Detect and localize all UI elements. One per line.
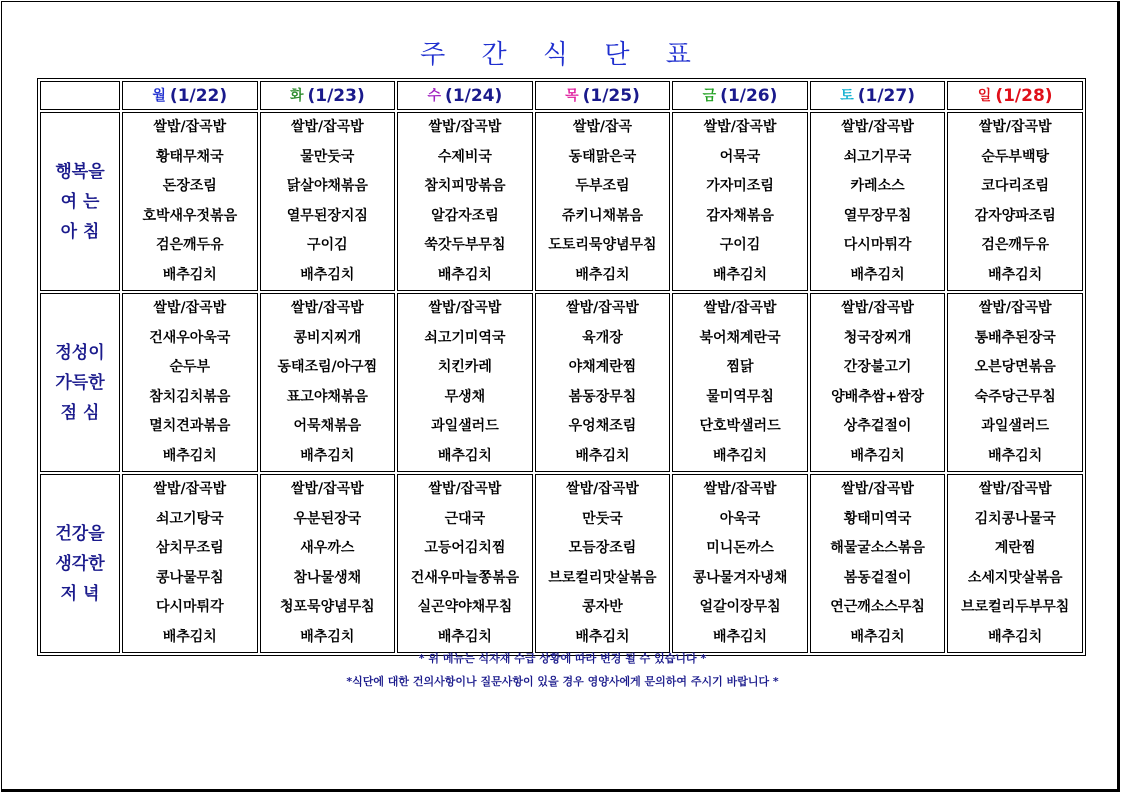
menu-item: 해물굴소스볶음 xyxy=(830,540,925,556)
day-header-sat xyxy=(810,81,946,110)
menu-item: 쌀밥/잡곡밥 xyxy=(153,119,227,135)
menu-item: 찜닭 xyxy=(726,359,754,375)
menu-cell xyxy=(260,112,396,291)
day-date: (1/23) xyxy=(307,86,365,106)
menu-item: 배추김치 xyxy=(162,447,217,464)
menu-item: 배추김치 xyxy=(850,266,905,283)
menu-item: 근대국 xyxy=(444,510,486,527)
meal-label-breakfast xyxy=(40,112,120,291)
menu-item: 동태맑은국 xyxy=(568,148,637,165)
menu-item: 배추김치 xyxy=(712,628,768,645)
menu-item: 쌀밥/잡곡 xyxy=(572,119,633,135)
menu-item: 배추김치 xyxy=(575,447,630,464)
day-header-sun xyxy=(947,81,1083,110)
menu-item: 쌀밥/잡곡밥 xyxy=(703,481,777,497)
menu-item: 양배추쌈+쌈장 xyxy=(831,388,925,405)
menu-item: 쌀밥/잡곡밥 xyxy=(841,481,914,497)
menu-item: 어묵채볶음 xyxy=(293,418,362,434)
menu-item: 과일샐러드 xyxy=(431,418,499,434)
menu-item: 참나물생채 xyxy=(293,569,362,586)
menu-item: 미니돈까스 xyxy=(706,540,774,556)
menu-cell xyxy=(672,474,808,653)
menu-item: 얼갈이장무침 xyxy=(699,599,781,615)
menu-item: 실곤약야채무침 xyxy=(417,599,513,615)
menu-item: 계란찜 xyxy=(994,540,1036,556)
menu-item: 검은깨두유 xyxy=(981,237,1049,253)
menu-item: 코다리조림 xyxy=(981,178,1049,194)
day-date: (1/22) xyxy=(169,86,228,106)
menu-item: 콩자반 xyxy=(582,599,623,615)
day-date: (1/25) xyxy=(582,86,640,106)
friday-icon: 금 xyxy=(702,88,717,104)
menu-item: 쑥갓두부무침 xyxy=(424,237,506,253)
menu-item: 배추김치 xyxy=(437,628,492,645)
menu-item: 만둣국 xyxy=(582,510,623,527)
menu-item: 쌀밥/잡곡밥 xyxy=(566,481,639,497)
menu-cell xyxy=(810,293,946,472)
notice-contact-dietitian: *식단에 대한 건의사항이나 질문사항이 있을 경우 영양사에게 문의하여 주시기 바랍니다 * xyxy=(346,675,779,688)
menu-item: 배추김치 xyxy=(575,266,630,283)
menu-item: 고등어김치찜 xyxy=(424,540,506,556)
menu-cell xyxy=(535,112,671,291)
day-header-wed xyxy=(397,81,533,110)
menu-item: 상추겉절이 xyxy=(843,418,912,434)
menu-item: 배추김치 xyxy=(437,447,492,464)
day-date: (1/27) xyxy=(857,86,915,106)
meal-label-line: 점 심 xyxy=(60,402,100,423)
menu-item: 쇠고기탕국 xyxy=(155,510,224,527)
menu-item: 쌀밥/잡곡밥 xyxy=(978,119,1052,135)
meal-label-line: 저 녁 xyxy=(60,583,100,604)
menu-cell xyxy=(122,112,258,291)
menu-item: 가자미조림 xyxy=(706,178,774,194)
menu-item: 쌀밥/잡곡밥 xyxy=(290,300,364,316)
notice-menu-change: * 위 메뉴는 식자재 수급 상황에 따라 변경 될 수 있습니다 * xyxy=(418,652,707,665)
menu-cell xyxy=(947,112,1083,291)
menu-item: 쇠고기미역국 xyxy=(424,329,506,346)
meal-label-lunch xyxy=(40,293,120,472)
menu-item: 배추김치 xyxy=(988,266,1043,283)
menu-item: 배추김치 xyxy=(300,447,355,464)
menu-item: 김치콩나물국 xyxy=(974,510,1056,527)
day-date: (1/28) xyxy=(995,86,1053,106)
menu-item: 구이김 xyxy=(719,237,761,253)
menu-cell xyxy=(535,293,671,472)
menu-item: 북어채계란국 xyxy=(699,329,781,346)
menu-item: 황태미역국 xyxy=(843,510,912,527)
menu-item: 황태무채국 xyxy=(155,148,224,165)
menu-item: 도토리묵양념무침 xyxy=(548,237,657,253)
menu-item: 쌀밥/잡곡밥 xyxy=(428,481,502,497)
menu-item: 배추김치 xyxy=(988,628,1043,645)
menu-item: 순두부백탕 xyxy=(981,148,1049,165)
menu-item: 청포묵양념무침 xyxy=(280,599,375,615)
menu-cell xyxy=(260,293,396,472)
menu-item: 검은깨두유 xyxy=(155,237,224,253)
menu-item: 배추김치 xyxy=(300,266,355,283)
menu-cell xyxy=(122,474,258,653)
saturday-icon: 토 xyxy=(840,88,854,104)
menu-item: 쌀밥/잡곡밥 xyxy=(841,119,914,135)
menu-item: 과일샐러드 xyxy=(981,418,1049,434)
menu-item: 건새우아욱국 xyxy=(149,329,231,346)
day-date: (1/24) xyxy=(445,86,503,106)
menu-item: 쌀밥/잡곡밥 xyxy=(153,300,227,316)
menu-item: 치킨카레 xyxy=(437,359,492,375)
meal-label-line: 아 침 xyxy=(60,221,100,242)
menu-item: 간장불고기 xyxy=(843,359,912,375)
menu-item: 오븐당면볶음 xyxy=(974,359,1056,375)
day-header-mon xyxy=(122,81,258,110)
sunday-icon: 일 xyxy=(977,88,992,104)
menu-item: 야채계란찜 xyxy=(568,359,637,375)
menu-item: 배추김치 xyxy=(712,447,768,464)
weekly-menu-table xyxy=(37,78,1086,656)
menu-cell xyxy=(535,474,671,653)
meal-label-line: 생각한 xyxy=(55,553,105,574)
menu-item: 배추김치 xyxy=(712,266,768,283)
monday-icon: 월 xyxy=(152,88,166,104)
menu-cell xyxy=(947,474,1083,653)
menu-item: 모듬장조림 xyxy=(568,540,637,556)
menu-item: 동태조림/아구찜 xyxy=(277,359,378,375)
menu-item: 배추김치 xyxy=(300,628,355,645)
menu-item: 청국장찌개 xyxy=(843,329,912,346)
menu-item: 참치피망볶음 xyxy=(424,178,506,194)
page-title: 주 간 식 단 표 xyxy=(420,40,705,70)
menu-item: 우엉채조림 xyxy=(568,418,637,434)
menu-cell xyxy=(397,474,533,653)
menu-item: 배추김치 xyxy=(988,447,1043,464)
wednesday-icon: 수 xyxy=(427,88,442,104)
menu-item: 연근깨소스무침 xyxy=(830,599,925,615)
menu-item: 다시마튀각 xyxy=(155,599,224,615)
header-row xyxy=(40,81,1083,110)
menu-item: 쌀밥/잡곡밥 xyxy=(703,119,777,135)
menu-item: 육개장 xyxy=(582,329,623,346)
corner-cell xyxy=(40,81,120,110)
menu-item: 브로컬리두부무침 xyxy=(961,599,1070,615)
menu-item: 쌀밥/잡곡밥 xyxy=(978,300,1052,316)
menu-cell xyxy=(397,112,533,291)
meal-label-line: 건강을 xyxy=(55,523,105,544)
menu-cell xyxy=(260,474,396,653)
day-header-tue xyxy=(260,81,396,110)
meal-label-line: 행복을 xyxy=(55,161,105,182)
menu-item: 콩나물무침 xyxy=(155,569,224,586)
menu-item: 순두부 xyxy=(169,359,211,375)
meal-label-line: 여 는 xyxy=(60,191,100,212)
menu-item: 통배추된장국 xyxy=(974,329,1056,346)
menu-item: 우분된장국 xyxy=(293,510,362,527)
day-header-fri xyxy=(672,81,808,110)
menu-cell xyxy=(810,112,946,291)
meal-label-line: 가득한 xyxy=(55,372,105,393)
menu-cell xyxy=(810,474,946,653)
menu-cell xyxy=(122,293,258,472)
menu-item: 배추김치 xyxy=(162,628,217,645)
menu-item: 숙주당근무침 xyxy=(974,388,1056,405)
menu-item: 쌀밥/잡곡밥 xyxy=(290,481,364,497)
menu-cell xyxy=(672,293,808,472)
menu-item: 두부조림 xyxy=(575,178,630,194)
menu-item: 무생채 xyxy=(444,388,486,405)
menu-item: 배추김치 xyxy=(575,628,630,645)
menu-item: 배추김치 xyxy=(850,628,905,645)
menu-item: 감자채볶음 xyxy=(706,207,774,224)
meal-row-lunch xyxy=(40,293,1083,472)
menu-item: 삼치무조림 xyxy=(155,540,224,556)
menu-item: 쌀밥/잡곡밥 xyxy=(703,300,777,316)
menu-item: 구이김 xyxy=(307,237,348,253)
menu-item: 멸치견과볶음 xyxy=(149,418,231,434)
menu-item: 쌀밥/잡곡밥 xyxy=(153,481,227,497)
day-date: (1/26) xyxy=(720,86,778,106)
menu-item: 표고야채볶음 xyxy=(286,388,368,405)
menu-item: 감자양파조림 xyxy=(974,207,1056,224)
menu-cell xyxy=(947,293,1083,472)
menu-item: 쌀밥/잡곡밥 xyxy=(841,300,914,316)
menu-item: 건새우마늘쫑볶음 xyxy=(410,569,519,586)
menu-item: 다시마튀각 xyxy=(843,237,912,253)
menu-item: 배추김치 xyxy=(437,266,492,283)
meal-label-dinner xyxy=(40,474,120,653)
menu-cell xyxy=(672,112,808,291)
menu-item: 열무장무침 xyxy=(843,207,912,224)
menu-item: 물만둣국 xyxy=(300,148,355,165)
menu-item: 닭살야채볶음 xyxy=(286,178,368,194)
menu-item: 봄동장무침 xyxy=(568,388,637,405)
menu-item: 쌀밥/잡곡밥 xyxy=(978,481,1052,497)
menu-item: 열무된장지짐 xyxy=(286,207,368,224)
menu-item: 호박새우젓볶음 xyxy=(142,207,238,224)
menu-item: 물미역무침 xyxy=(706,388,774,405)
menu-item: 쌀밥/잡곡밥 xyxy=(290,119,364,135)
meal-label-line: 정성이 xyxy=(55,342,105,363)
menu-item: 배추김치 xyxy=(162,266,217,283)
meal-row-breakfast xyxy=(40,112,1083,291)
menu-item: 봄동겉절이 xyxy=(843,569,912,586)
menu-item: 브로컬리맛살볶음 xyxy=(548,569,657,586)
menu-item: 소세지맛살볶음 xyxy=(967,569,1063,586)
menu-item: 참치김치볶음 xyxy=(149,388,231,405)
menu-item: 콩나물겨자냉채 xyxy=(692,569,788,586)
menu-item: 새우까스 xyxy=(300,540,355,556)
menu-item: 콩비지찌개 xyxy=(293,329,362,346)
menu-item: 배추김치 xyxy=(850,447,905,464)
tuesday-icon: 화 xyxy=(289,88,304,104)
menu-item: 수제비국 xyxy=(437,148,492,165)
day-header-thu xyxy=(535,81,671,110)
menu-item: 카레소스 xyxy=(850,178,905,194)
menu-item: 쥬키니채볶음 xyxy=(561,207,644,224)
menu-item: 돈장조림 xyxy=(162,178,217,194)
menu-cell xyxy=(397,293,533,472)
menu-item: 아욱국 xyxy=(719,510,761,527)
menu-item: 쌀밥/잡곡밥 xyxy=(428,119,502,135)
menu-item: 쌀밥/잡곡밥 xyxy=(566,300,639,316)
menu-item: 단호박샐러드 xyxy=(699,418,781,434)
menu-item: 어묵국 xyxy=(719,148,761,165)
menu-item: 알감자조림 xyxy=(431,207,499,224)
menu-item: 쇠고기무국 xyxy=(843,148,912,165)
meal-row-dinner xyxy=(40,474,1083,653)
thursday-icon: 목 xyxy=(565,88,579,104)
menu-item: 쌀밥/잡곡밥 xyxy=(428,300,502,316)
